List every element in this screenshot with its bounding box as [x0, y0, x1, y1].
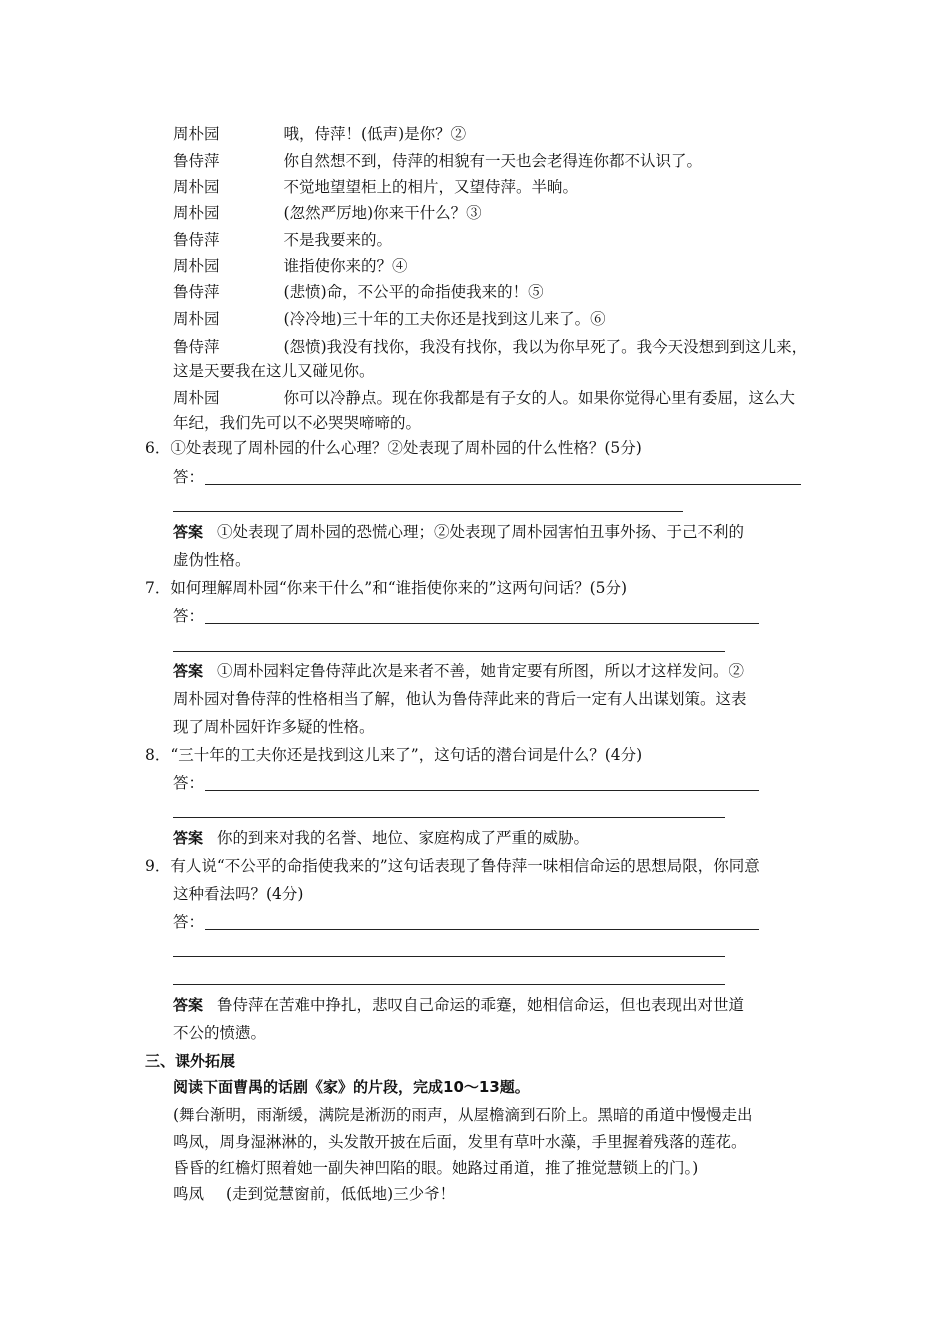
speech: (走到觉慧窗前，低低地)三少爷！ — [226, 1185, 456, 1203]
dialogue-line — [173, 388, 795, 408]
dialogue-line — [173, 1184, 455, 1204]
answer-tag: 答案 — [173, 996, 204, 1014]
answer-tag: 答案 — [173, 829, 204, 847]
answer-prefix: 答： — [173, 607, 205, 625]
dialogue-line — [173, 256, 408, 276]
question-7 — [145, 578, 627, 598]
dialogue-line — [173, 151, 702, 171]
dialogue-line — [173, 282, 544, 302]
question-number: 9． — [145, 857, 171, 875]
dialogue-line — [173, 337, 807, 357]
question-number: 6． — [145, 439, 171, 457]
speaker: 周朴园 — [173, 178, 220, 196]
speech: 不觉地望望柜上的相片，又望侍萍。半晌。 — [283, 178, 579, 196]
answer-line[interactable] — [173, 956, 725, 957]
speaker: 鲁侍萍 — [173, 231, 220, 249]
question-text: 如何理解周朴园“你来干什么”和“谁指使你来的”这两句问话？(5分) — [170, 579, 628, 597]
answer-text: 答案 鲁侍萍在苦难中挣扎，悲叹自己命运的乖蹇，她相信命运，但也表现出对世道 — [173, 996, 745, 1014]
dialogue-line — [173, 124, 466, 144]
speaker: 鸣凤 — [173, 1185, 205, 1203]
speech: (忽然严厉地)你来干什么？③ — [283, 204, 482, 222]
question-9 — [145, 856, 760, 876]
answer-prefix: 答： — [173, 774, 205, 792]
dialogue-line — [173, 177, 578, 197]
answer-tag: 答案 — [173, 662, 204, 680]
answer-text: 虚伪性格。 — [173, 551, 251, 569]
speaker: 周朴园 — [173, 389, 220, 407]
section-heading: 三、课外拓展 — [145, 1052, 236, 1070]
answer-text: 不公的愤懑。 — [173, 1024, 267, 1042]
speech: 哦，侍萍！(低声)是你？② — [283, 125, 467, 143]
answer-line[interactable] — [205, 929, 759, 930]
answer-text: 答案 ①周朴园料定鲁侍萍此次是来者不善，她肯定要有所图，所以才这样发问。② — [173, 662, 745, 680]
answer-prefix: 答： — [173, 468, 205, 486]
answer-text: 答案 ①处表现了周朴园的恐慌心理；②处表现了周朴园害怕丑事外扬、于己不利的 — [173, 523, 745, 541]
question-6 — [145, 438, 642, 458]
answer-line[interactable] — [173, 511, 683, 512]
dialogue-line-continued: 这是天要我在这儿又碰见你。 — [173, 362, 375, 380]
answer-tag: 答案 — [173, 523, 204, 541]
question-8 — [145, 745, 642, 765]
question-text: 有人说“不公平的命指使我来的”这句话表现了鲁侍萍一味相信命运的思想局限，你同意 — [170, 857, 760, 875]
dialogue-line — [173, 203, 482, 223]
question-text-continued: 这种看法吗？(4分) — [173, 885, 304, 903]
stage-direction: (舞台渐明，雨渐缓，满院是淅沥的雨声，从屋檐滴到石阶上。黑暗的甬道中慢慢走出 — [173, 1106, 753, 1124]
speech: (冷冷地)三十年的工夫你还是找到这儿来了。⑥ — [283, 310, 606, 328]
speech: 你自然想不到，侍萍的相貌有一天也会老得连你都不认识了。 — [283, 152, 703, 170]
speaker: 鲁侍萍 — [173, 283, 220, 301]
answer-line[interactable] — [205, 623, 759, 624]
speaker: 鲁侍萍 — [173, 152, 220, 170]
stage-direction: 鸣凤，周身湿淋淋的，头发散开披在后面，发里有草叶水藻，手里握着残落的莲花。 — [173, 1133, 747, 1151]
speech: 你可以冷静点。现在你我都是有子女的人。如果你觉得心里有委屈，这么大 — [283, 389, 796, 407]
dialogue-line — [173, 309, 606, 329]
question-text: “三十年的工夫你还是找到这儿来了”，这句话的潜台词是什么？(4分) — [170, 746, 643, 764]
section-instruction: 阅读下面曹禺的话剧《家》的片段，完成10～13题。 — [173, 1078, 530, 1096]
speech: 谁指使你来的？④ — [283, 257, 408, 275]
question-number: 8． — [145, 746, 171, 764]
question-text: ①处表现了周朴园的什么心理？②处表现了周朴园的什么性格？(5分) — [170, 439, 642, 457]
answer-line[interactable] — [205, 790, 759, 791]
speech: (怨愤)我没有找你，我没有找你，我以为你早死了。我今天没想到到这儿来， — [283, 338, 808, 356]
speaker: 周朴园 — [173, 125, 220, 143]
speaker: 周朴园 — [173, 204, 220, 222]
answer-line[interactable] — [173, 984, 725, 985]
answer-text: 周朴园对鲁侍萍的性格相当了解，他认为鲁侍萍此来的背后一定有人出谋划策。这表 — [173, 690, 747, 708]
question-number: 7． — [145, 579, 171, 597]
answer-line[interactable] — [205, 484, 801, 485]
answer-prefix: 答： — [173, 913, 205, 931]
speaker: 周朴园 — [173, 257, 220, 275]
answer-line[interactable] — [173, 651, 725, 652]
dialogue-line-continued: 年纪，我们先可以不必哭哭啼啼的。 — [173, 414, 422, 432]
answer-text: 答案 你的到来对我的名誉、地位、家庭构成了严重的威胁。 — [173, 829, 590, 847]
speaker: 周朴园 — [173, 310, 220, 328]
speech: 不是我要来的。 — [283, 231, 393, 249]
answer-line[interactable] — [173, 817, 725, 818]
dialogue-line — [173, 230, 392, 250]
speech: (悲愤)命，不公平的命指使我来的！⑤ — [283, 283, 544, 301]
stage-direction: 昏昏的红檐灯照着她一副失神凹陷的眼。她路过甬道，推了推觉慧锁上的门。) — [173, 1159, 699, 1177]
speaker: 鲁侍萍 — [173, 338, 220, 356]
answer-text: 现了周朴园奸诈多疑的性格。 — [173, 718, 375, 736]
